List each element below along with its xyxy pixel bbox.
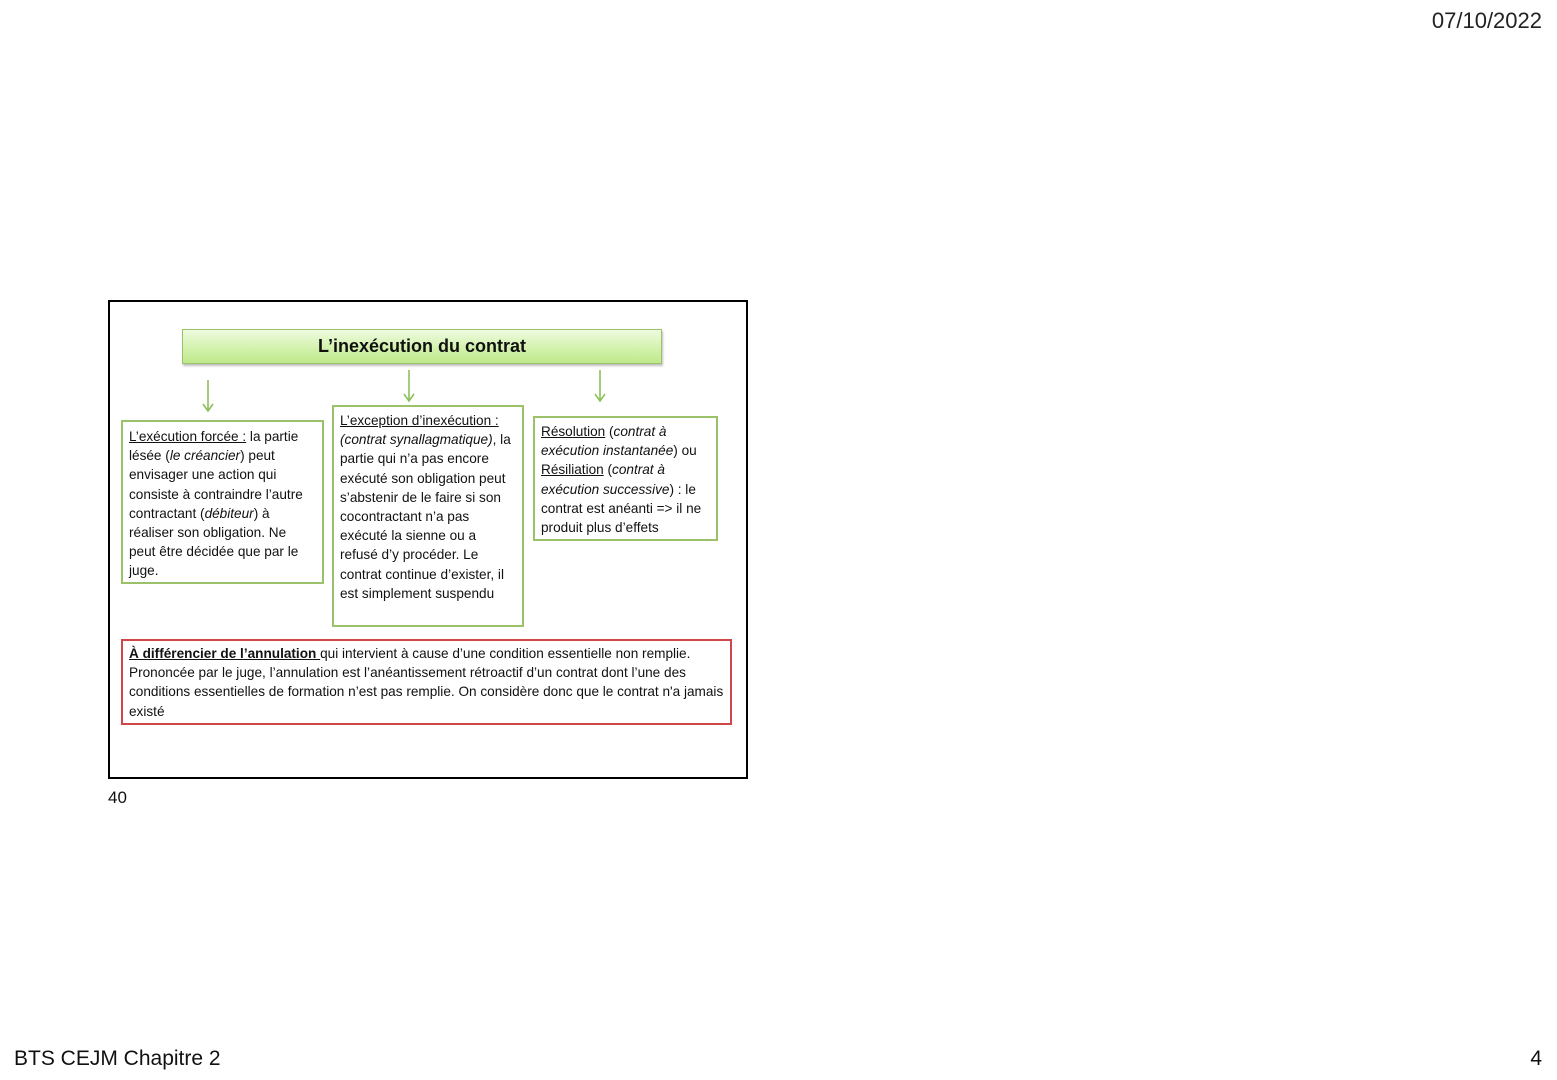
forced-execution-box: L’exécution forcée : la partie lésée (le créancier) peut envisager une action qui consiste à contraindre l’autre contractant (débiteur) à réaliser son obligation. Ne peut être décidée que par le juge. [121,420,324,584]
course-footer: BTS CEJM Chapitre 2 [14,1047,221,1070]
slide-frame [108,300,748,779]
exception-term: L’exception d’inexécution : [340,413,499,428]
annulment-note: À différencier de l’annulation qui intervient à cause d’une condition essentielle non remplie. Prononcée par le juge, l’annulation est l’anéantissement rétroactif d’un contrat dont l’une des conditions essentielles de formation n’est pas remplie. On considère donc que le contrat n'a jamais existé [121,639,732,725]
exception-box: L’exception d’inexécution : (contrat synallagmatique), la partie qui n’a pas encore exécuté son obligation peut s’abstenir de le faire si son cocontractant n’a pas exécuté la sienne ou a refusé d’y procéder. Le contrat continue d’exister, il est simplement suspendu [332,405,524,627]
resolution-term: Résolution [541,424,606,439]
arrow-down-icon [403,370,415,404]
forced-execution-term: L’exécution forcée [129,429,243,444]
slide-number: 40 [108,788,127,807]
annulment-term: À différencier de l’annulation [129,646,321,661]
slide-title: L’inexécution du contrat [182,329,662,364]
page-number: 4 [1530,1047,1542,1070]
resolution-box: Résolution (contrat à exécution instantanée) ou Résiliation (contrat à exécution successive) : le contrat est anéanti => il ne produit plus d’effets [533,416,718,541]
arrow-down-icon [202,380,214,414]
resiliation-term: Résiliation [541,462,604,478]
document-date: 07/10/2022 [1431,8,1542,33]
arrow-down-icon [594,370,606,404]
